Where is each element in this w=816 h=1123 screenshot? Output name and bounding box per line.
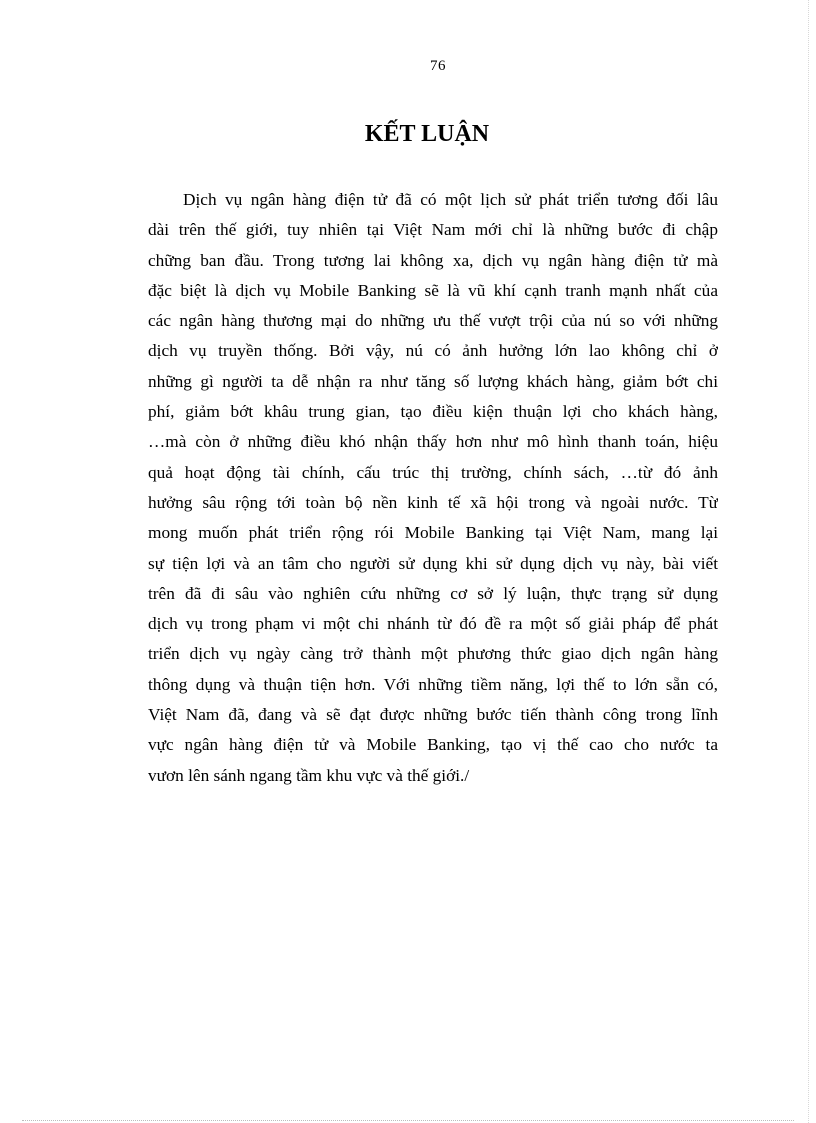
paragraph-line: đặc biệt là dịch vụ Mobile Banking sẽ là vũ khí cạnh tranh mạnh nhất của bbox=[148, 280, 718, 300]
paragraph-line: hưởng sâu rộng tới toàn bộ nền kinh tế xã hội trong và ngoài nước. Từ bbox=[148, 492, 718, 512]
paragraph-line: trên đã đi sâu vào nghiên cứu những cơ sở lý luận, thực trạng sử dụng bbox=[148, 583, 718, 603]
paragraph-line: các ngân hàng thương mại do những ưu thế vượt trội của nú so với những bbox=[148, 311, 718, 331]
paragraph-line: những gì người ta dễ nhận ra như tăng số lượng khách hàng, giảm bớt chi bbox=[148, 371, 718, 391]
paragraph-line: dài trên thế giới, tuy nhiên tại Việt Nam mới chỉ là những bước đi chập bbox=[148, 220, 718, 240]
paragraph-line: mong muốn phát triển rộng rói Mobile Banking tại Việt Nam, mang lại bbox=[148, 523, 718, 543]
paragraph-line: …mà còn ở những điều khó nhận thấy hơn như mô hình thanh toán, hiệu bbox=[148, 432, 718, 452]
page-number: 76 bbox=[430, 58, 446, 74]
page-right-divider bbox=[808, 0, 809, 1123]
paragraph-line: Dịch vụ ngân hàng điện tử đã có một lịch sử phát triển tương đối lâu bbox=[183, 190, 718, 209]
paragraph-line: dịch vụ trong phạm vi một chi nhánh từ đó đề ra một số giải pháp để phát bbox=[148, 614, 718, 634]
paragraph-line: vực ngân hàng điện tử và Mobile Banking, tạo vị thế cao cho nước ta bbox=[148, 735, 718, 755]
paragraph-line: chững ban đầu. Trong tương lai không xa, dịch vụ ngân hàng điện tử mà bbox=[148, 250, 718, 270]
paragraph-line: thông dụng và thuận tiện hơn. Với những tiềm năng, lợi thế to lớn sẵn có, bbox=[148, 674, 718, 694]
paragraph-line: triển dịch vụ ngày càng trở thành một phương thức giao dịch ngân hàng bbox=[148, 644, 718, 664]
paragraph-line: sự tiện lợi và an tâm cho người sử dụng khi sử dụng dịch vụ này, bài viết bbox=[148, 553, 718, 573]
paragraph-line: dịch vụ truyền thống. Bởi vậy, nú có ảnh hưởng lớn lao không chỉ ở bbox=[148, 341, 718, 361]
paragraph-line: Việt Nam đã, đang và sẽ đạt được những bước tiến thành công trong lĩnh bbox=[148, 705, 718, 725]
paragraph-line: vươn lên sánh ngang tầm khu vực và thế giới./ bbox=[148, 765, 470, 785]
page-bottom-divider bbox=[22, 1120, 794, 1121]
conclusion-paragraph bbox=[148, 185, 718, 791]
paragraph-line: phí, giảm bớt khâu trung gian, tạo điều kiện thuận lợi cho khách hàng, bbox=[148, 402, 718, 422]
paragraph-line: quả hoạt động tài chính, cấu trúc thị trường, chính sách, …từ đó ảnh bbox=[148, 462, 718, 482]
page-title: KẾT LUẬN bbox=[364, 121, 490, 147]
